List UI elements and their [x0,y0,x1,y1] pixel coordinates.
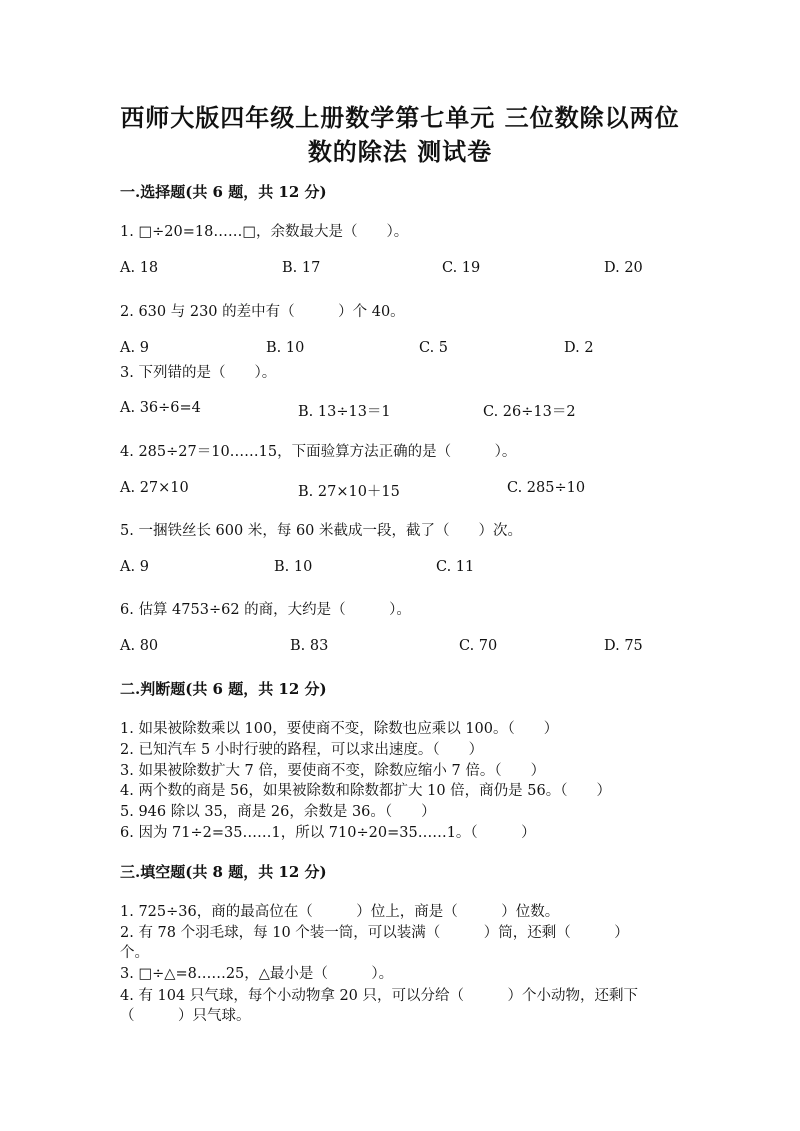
choice-q1-option-c: C. 19 [442,260,481,276]
choice-q6-option-c: C. 70 [459,638,498,654]
choice-q2-option-a: A. 9 [120,340,149,356]
choice-q3-option-c: C. 26÷13＝2 [483,404,576,420]
fill-item-1: 1. 725÷36，商的最高位在（ ）位上，商是（ ）位数。 [120,904,560,920]
judge-item-4: 4. 两个数的商是 56，如果被除数和除数都扩大 10 倍，商仍是 56。（ ） [120,783,611,799]
choice-q3-option-b: B. 13÷13＝1 [298,404,391,420]
choice-q1-option-b: B. 17 [282,260,321,276]
fill-item-2-continued: 个。 [120,945,149,961]
choice-q5-option-b: B. 10 [274,559,313,575]
choice-q4-option-b: B. 27×10＋15 [298,484,400,500]
fill-item-4-continued: （ ）只气球。 [120,1008,251,1024]
page-title-line-1: 西师大版四年级上册数学第七单元 三位数除以两位 [120,103,680,132]
choice-q6-option-d: D. 75 [604,638,643,654]
choice-q6-option-a: A. 80 [120,638,159,654]
judge-item-5: 5. 946 除以 35，商是 26，余数是 36。（ ） [120,804,436,820]
choice-q5-option-a: A. 9 [120,559,149,575]
choice-question-3: 3. 下列错的是（ ）。 [120,365,277,381]
choice-q4-option-a: A. 27×10 [120,480,189,496]
choice-question-2: 2. 630 与 230 的差中有（ ）个 40。 [120,304,405,320]
choice-question-1: 1. □÷20=18……□，余数最大是（ ）。 [120,224,409,240]
choice-q4-option-c: C. 285÷10 [507,480,586,496]
fill-item-4: 4. 有 104 只气球，每个小动物拿 20 只，可以分给（ ）个小动物，还剩下 [120,988,639,1004]
choice-q5-option-c: C. 11 [436,559,475,575]
choice-q2-option-b: B. 10 [266,340,305,356]
choice-q1-option-d: D. 20 [604,260,643,276]
fill-item-2: 2. 有 78 个羽毛球，每 10 个装一筒，可以装满（ ）筒，还剩（ ） [120,925,629,941]
choice-question-4: 4. 285÷27＝10……15，下面验算方法正确的是（ ）。 [120,444,517,460]
choice-q3-option-a: A. 36÷6=4 [120,400,201,416]
choice-q2-option-d: D. 2 [564,340,594,356]
judge-item-1: 1. 如果被除数乘以 100，要使商不变，除数也应乘以 100。（ ） [120,721,559,737]
choice-q2-option-c: C. 5 [419,340,449,356]
choice-q1-option-a: A. 18 [120,260,159,276]
section-heading-fill: 三.填空题(共 8 题，共 12 分) [120,863,327,881]
section-heading-judge: 二.判断题(共 6 题，共 12 分) [120,680,327,698]
choice-question-6: 6. 估算 4753÷62 的商，大约是（ ）。 [120,602,411,618]
judge-item-3: 3. 如果被除数扩大 7 倍，要使商不变，除数应缩小 7 倍。（ ） [120,763,546,779]
section-heading-choice: 一.选择题(共 6 题，共 12 分) [120,183,327,201]
choice-question-5: 5. 一捆铁丝长 600 米，每 60 米截成一段，截了（ ）次。 [120,523,523,539]
fill-item-3: 3. □÷△=8……25，△最小是（ ）。 [120,966,394,982]
judge-item-6: 6. 因为 71÷2=35……1，所以 710÷20=35……1。（ ） [120,825,536,841]
page-title-line-2: 数的除法 测试卷 [307,137,493,166]
judge-item-2: 2. 已知汽车 5 小时行驶的路程，可以求出速度。（ ） [120,742,484,758]
choice-q6-option-b: B. 83 [290,638,329,654]
